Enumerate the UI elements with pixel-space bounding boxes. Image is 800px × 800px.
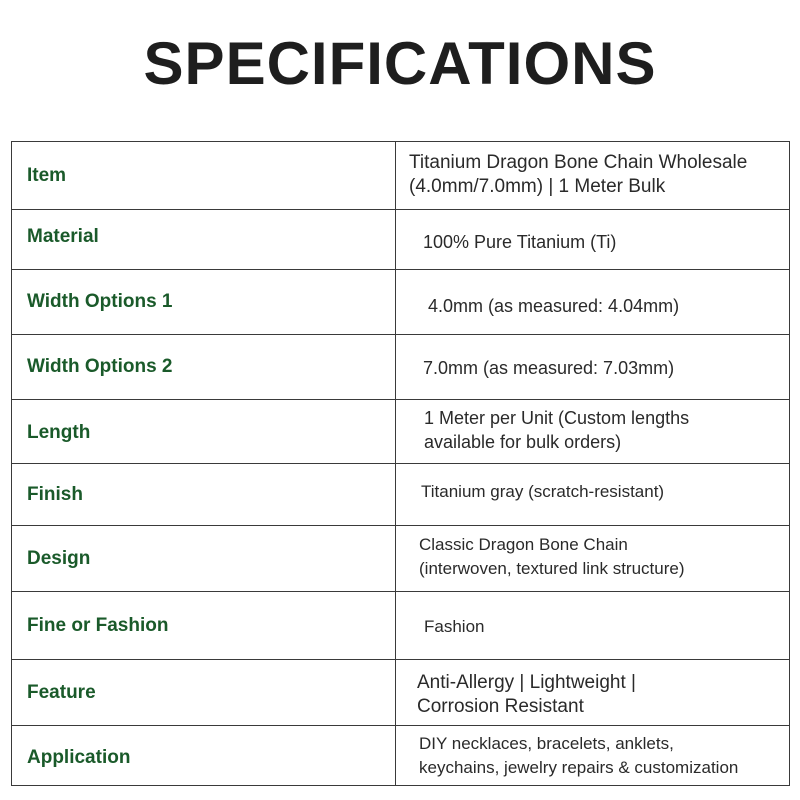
spec-row-design <box>12 525 789 591</box>
spec-label: Material <box>12 210 396 269</box>
spec-value <box>396 270 789 334</box>
specifications-table <box>11 141 790 786</box>
spec-label: Design <box>12 526 396 591</box>
spec-label: Feature <box>12 660 396 725</box>
spec-label: Length <box>12 400 396 463</box>
spec-value-line: keychains, jewelry repairs & customization <box>419 757 739 777</box>
spec-value-line: 7.0mm (as measured: 7.03mm) <box>423 358 675 378</box>
spec-label: Width Options 1 <box>12 270 396 334</box>
spec-label: Fine or Fashion <box>12 592 396 659</box>
spec-value-line: Classic Dragon Bone Chain <box>419 534 628 554</box>
spec-value-line: Titanium Dragon Bone Chain Wholesale <box>409 151 748 173</box>
spec-value <box>396 142 789 209</box>
spec-value-line: (interwoven, textured link structure) <box>419 558 685 578</box>
spec-value-line: Titanium gray (scratch-resistant) <box>421 481 665 501</box>
spec-value <box>396 464 789 525</box>
spec-value <box>396 526 789 591</box>
spec-value-line: Fashion <box>424 616 485 636</box>
spec-value <box>396 335 789 399</box>
spec-label: Application <box>12 726 396 785</box>
spec-value <box>396 400 789 463</box>
spec-label: Finish <box>12 464 396 525</box>
spec-row-length <box>12 399 789 463</box>
spec-value-line: (4.0mm/7.0mm) | 1 Meter Bulk <box>409 175 666 197</box>
spec-value-line: 1 Meter per Unit (Custom lengths <box>424 407 690 428</box>
spec-label: Width Options 2 <box>12 335 396 399</box>
spec-row-feature <box>12 659 789 725</box>
spec-value-line: available for bulk orders) <box>424 431 622 452</box>
spec-value <box>396 660 789 725</box>
spec-value-line: 100% Pure Titanium (Ti) <box>423 231 617 252</box>
spec-value-line: 4.0mm (as measured: 4.04mm) <box>428 296 680 316</box>
spec-row-item <box>12 142 789 209</box>
spec-row-material <box>12 209 789 269</box>
spec-row-width-2 <box>12 334 789 399</box>
page-title: SPECIFICATIONS <box>143 30 657 97</box>
spec-value <box>396 210 789 269</box>
spec-row-fine-or-fashion <box>12 591 789 659</box>
spec-value <box>396 592 789 659</box>
spec-value-line: DIY necklaces, bracelets, anklets, <box>419 733 674 753</box>
spec-value <box>396 726 789 785</box>
spec-value-line: Anti-Allergy | Lightweight | <box>417 671 636 693</box>
spec-row-width-1 <box>12 269 789 334</box>
spec-row-application <box>12 725 789 785</box>
spec-value-line: Corrosion Resistant <box>417 695 584 717</box>
spec-label: Item <box>12 142 396 209</box>
spec-row-finish <box>12 463 789 525</box>
